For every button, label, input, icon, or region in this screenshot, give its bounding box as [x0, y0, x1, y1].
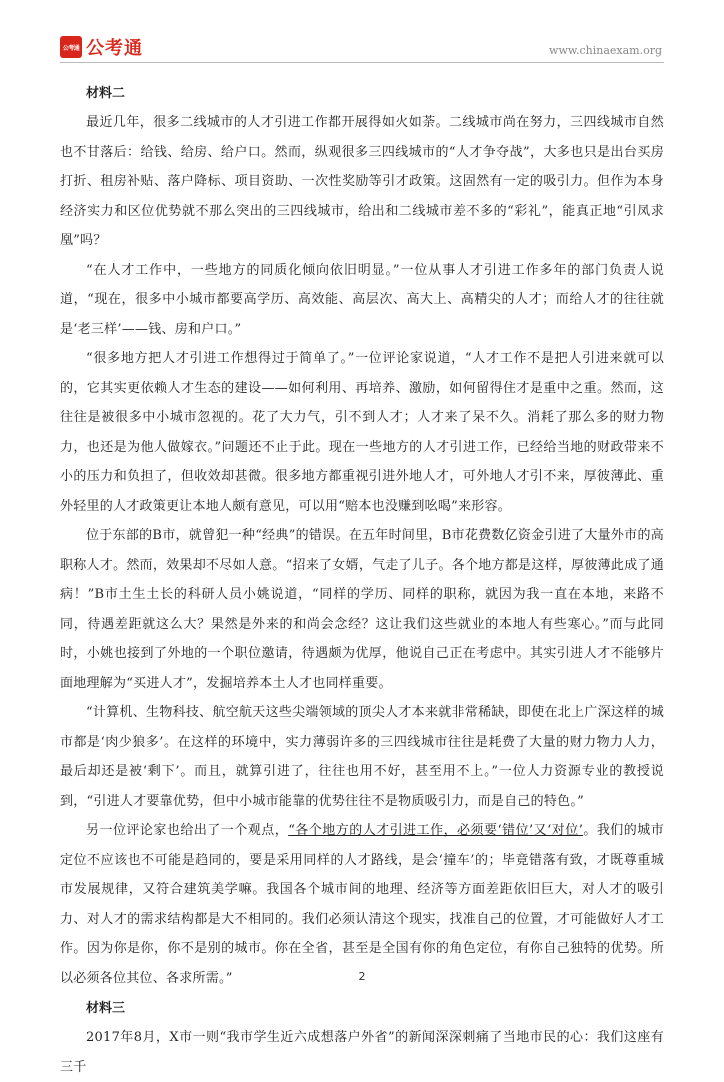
paragraph: 最近几年，很多二线城市的人才引进工作都开展得如火如荼。二线城市尚在努力，三四线城市自然也不甘落后：给钱、给房、给户口。然而，纵观很多三四线城市的“人才争夺战”，大多也只是出台买房打折、租房补贴、落户降标、项目资助、一次性奖励等引才政策。这固然有一定的吸引力。但作为本身经济实力和区位优势就不那么突出的三四线城市，给出和二线城市差不多的“彩礼”，能真正地“引凤求凰”吗？ [60, 115, 664, 248]
section-heading-material-3: 材料三 [86, 1001, 126, 1016]
header-divider [60, 62, 664, 63]
paragraph: 位于东部的B市，就曾犯一种“经典”的错误。在五年时间里，B市花费数亿资金引进了大量外市的高职称人才。然而，效果却不尽如人意。“招来了女婿，气走了儿子。各个地方都是这样，厚彼薄此成了通病！”B市土生土长的科研人员小姚说道，“同样的学历、同样的职称，就因为我一直在本地，来路不同，待遇差距就这么大？果然是外来的和尚会念经？这让我们这些就业的本地人有些寒心。”而与此同时，小姚也接到了外地的一个职位邀请，待遇颇为优厚，他说自己正在考虑中。其实引进人才不能够片面地理解为“买进人才”，发掘培养本土人才也同样重要。 [60, 528, 664, 691]
paragraph-text: 。我们的城市定位不应该也不可能是趋同的，要是采用同样的人才路线，是会‘撞车’的；毕竟错落有致，才既尊重城市发展规律，又符合建筑美学嘛。我国各个城市间的地理、经济等方面差距依旧巨大，对人才的吸引力、对人才的需求结构都是大不相同的。我们必须认清这个现实，找准自己的位置，才可能做好人才工作。因为你是你，你不是别的城市。你在全省，甚至是全国有你的角色定位，有你自己独特的优势。所以必须各位其位、各求所需。” [60, 823, 664, 986]
underlined-quote: “各个地方的人才引进工作，必须要‘错位’又‘对位’ [288, 823, 584, 838]
paragraph: “在人才工作中，一些地方的同质化倾向依旧明显。”一位从事人才引进工作多年的部门负责人说道，“现在，很多中小城市都要高学历、高效能、高层次、高大上、高精尖的人才；而给人才的往往就是‘老三样’——钱、房和户口。” [60, 262, 664, 337]
paragraph [60, 816, 664, 993]
paragraph: “计算机、生物科技、航空航天这些尖端领域的顶尖人才本来就非常稀缺，即使在北上广深这样的城市都是‘肉少狼多’。在这样的环境中，实力薄弱许多的三四线城市往往是耗费了大量的财力物力人力，最后却还是被‘剩下’。而且，就算引进了，往往也用不好，甚至用不上。”一位人力资源专业的教授说到，“引进人才要靠优势，但中小城市能靠的优势往往不是物质吸引力，而是自己的特色。” [60, 705, 664, 809]
logo-badge: 公考通 [60, 36, 82, 58]
paragraph-text: 另一位评论家也给出了一个观点， [86, 823, 289, 838]
paragraph: “很多地方把人才引进工作想得过于简单了。”一位评论家说道，“人才工作不是把人引进来就可以的，它其实更依赖人才生态的建设——如何利用、再培养、激励，如何留得住才是重中之重。然而，这往往是被很多中小城市忽视的。花了大力气，引不到人才；人才来了呆不久。消耗了那么多的财力物力，也还是为他人做嫁衣。”问题还不止于此。现在一些地方的人才引进工作，已经给当地的财政带来不小的压力和负担了，但收效却甚微。很多地方都重视引进外地人才，可外地人才引不来，厚彼薄此、重外轻里的人才政策更让本地人颇有意见，可以用“赔本也没赚到吆喝”来形容。 [60, 351, 664, 514]
site-url[interactable]: www.chinaexam.org [549, 44, 662, 57]
document-body [60, 80, 664, 1082]
logo-text: 公考通 [86, 38, 143, 59]
page-number: 2 [358, 970, 366, 983]
paragraph: 2017年8月，X市一则“我市学生近六成想落户外省”的新闻深深刺痛了当地市民的心：我们这座有三千 [60, 1030, 664, 1075]
page-header [0, 0, 724, 70]
section-heading-material-2: 材料二 [86, 86, 126, 101]
site-logo[interactable] [60, 34, 143, 60]
